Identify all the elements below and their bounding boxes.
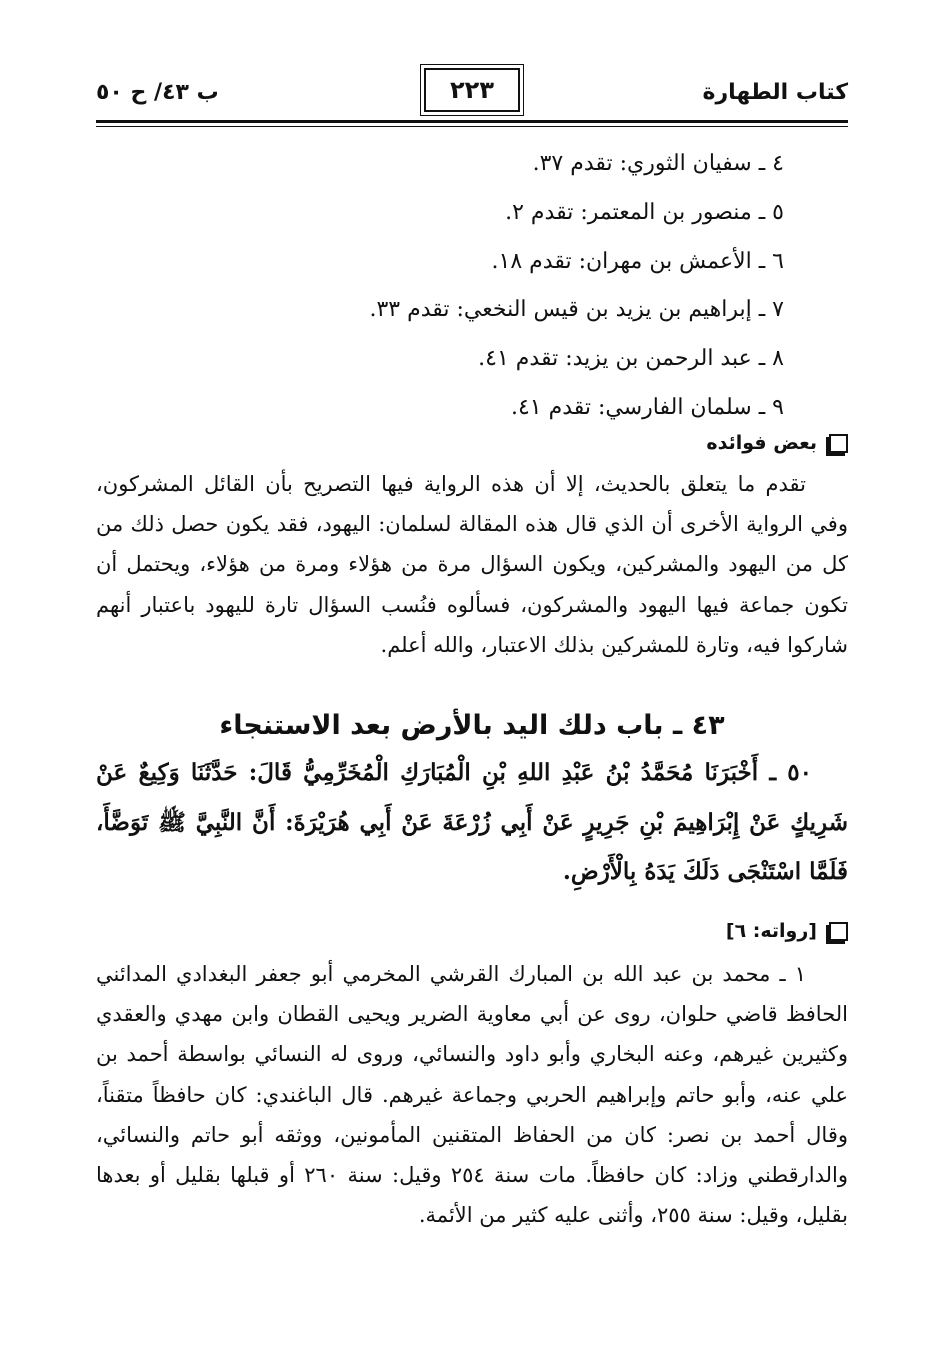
benefits-heading-label: بعض فوائده [706, 432, 817, 454]
list-item: ٦ ـ الأعمش بن مهران: تقدم ١٨. [491, 248, 784, 274]
benefits-text: تقدم ما يتعلق بالحديث، إلا أن هذه الرواية فيها التصريح بأن القائل المشركون، وفي الرواية الأخرى أن الذي قال هذه المقالة لسلمان: اليهود، فقد يكون حصل ذلك من كل من اليهود والمشركين، ويكون السؤال مرة من هؤلاء ومرة من هؤلاء، ويحتمل أن تكون جماعة فيها اليهود والمشركون، فسألوه فنُسب السؤال تارة لليهود باعتبار أنهم شاركوا فيه، وتارة للمشركين بذلك الاعتبار، والله أعلم. [96, 472, 848, 657]
narrator-biography-text: ١ ـ محمد بن عبد الله بن المبارك القرشي المخرمي أبو جعفر البغدادي المدائني الحافظ قاضي حلوان، روى عن أبي معاوية الضرير ويحيى القطان وابن مهدي والعقدي وكثيرين غيرهم، وعنه البخاري وأبو داود والنسائي، وروى له النسائي بواسطة أحمد بن علي عنه، وأبو حاتم وإبراهيم الحربي وجماعة غيرهم. قال الباغندي: كان حافظاً متقناً، وقال أحمد بن نصر: كان من الحفاظ المتقنين المأمونين، ووثقه أبو حاتم والنسائي، والدارقطني وزاد: كان حافظاً. مات سنة ٢٥٤ وقيل: سنة ٢٦٠ أو قبلها بقليل أو بعدها بقليل، وقيل: سنة ٢٥٥، وأثنى عليه كثير من الأئمة. [96, 962, 848, 1228]
chapter-reference: ب ٤٣/ ح ٥٠ [96, 80, 219, 105]
list-item: ٧ ـ إبراهيم بن يزيد بن قيس النخعي: تقدم ٣٣. [369, 297, 784, 323]
narrators-heading-label: [رواته: ٦] [725, 920, 817, 942]
benefits-paragraph [96, 464, 848, 665]
hadith-text: ٥٠ ـ أَخْبَرَنَا مُحَمَّدُ بْنُ عَبْدِ اللهِ بْنِ الْمُبَارَكِ الْمُخَرِّمِيُّ قَالَ: حَدَّثَنَا وَكِيعٌ عَنْ شَرِيكٍ عَنْ إِبْرَاهِيمَ بْنِ جَرِيرٍ عَنْ أَبِي زُرْعَةَ عَنْ أَبِي هُرَيْرَةَ: أَنَّ النَّبِيَّ ﷺ تَوَضَّأَ، فَلَمَّا اسْتَنْجَى دَلَكَ يَدَهُ بِالْأَرْضِ. [96, 759, 848, 885]
narrator-list [96, 140, 784, 433]
list-item: ٥ ـ منصور بن المعتمر: تقدم ٢. [505, 199, 784, 225]
chapter-title: ٤٣ ـ باب دلك اليد بالأرض بعد الاستنجاء [219, 710, 725, 741]
list-item: ٩ ـ سلمان الفارسي: تقدم ٤١. [510, 394, 784, 420]
benefits-heading [706, 432, 848, 454]
book-title: كتاب الطهارة [702, 80, 848, 105]
square-bullet-icon [829, 434, 848, 453]
page-number: ٢٢٣ [424, 68, 520, 112]
book-page [96, 60, 848, 1350]
square-bullet-icon [829, 922, 848, 941]
narrators-heading [726, 920, 848, 942]
list-item: ٨ ـ عبد الرحمن بن يزيد: تقدم ٤١. [478, 346, 784, 372]
narrator-biography [96, 954, 848, 1235]
page-header [96, 68, 848, 114]
hadith-text-block [96, 748, 848, 897]
header-rule [96, 120, 848, 127]
list-item: ٤ ـ سفيان الثوري: تقدم ٣٧. [532, 151, 784, 176]
